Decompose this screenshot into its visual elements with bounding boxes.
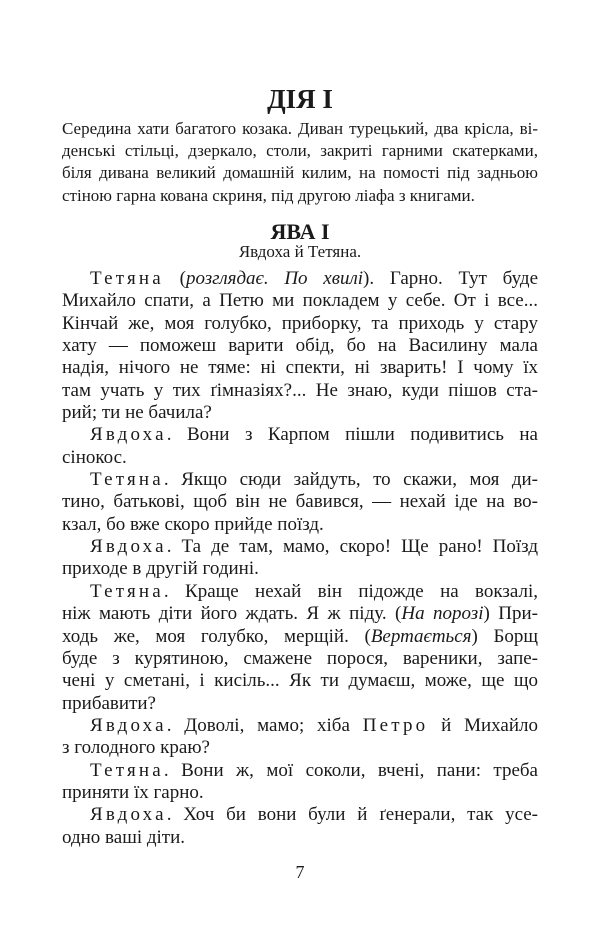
dialogue-text: . Хоч би вони були й ґенерали, так усе- xyxy=(166,804,538,826)
act-title: ДІЯ I xyxy=(267,84,333,114)
dialogue-text: чені у сметані, і кисіль... Як ти думаєш, може, ще що xyxy=(62,670,538,692)
dialogue-line xyxy=(62,648,538,670)
dialogue-line xyxy=(62,782,538,804)
dialogue xyxy=(62,268,538,849)
stage-remark: На порозі xyxy=(401,603,484,625)
dialogue-paragraph xyxy=(62,536,538,581)
dialogue-text: ). Гарно. Тут буде xyxy=(363,268,539,289)
dialogue-paragraph xyxy=(62,268,538,424)
stage-direction-line: стіною гарна кована скриня, під другою ліафа з книгами. xyxy=(62,185,475,205)
dialogue-line xyxy=(62,491,538,513)
speaker-name: Тетяна xyxy=(90,580,164,602)
stage-direction-line: біля дивана великий домашній килим, на помості під задньою xyxy=(62,163,538,183)
stage-remark: Вертається xyxy=(370,625,472,647)
dialogue-line xyxy=(62,715,538,737)
dialogue-line xyxy=(62,335,538,357)
stage-direction xyxy=(62,118,538,207)
speaker-name: Тетяна xyxy=(90,759,164,781)
dialogue-paragraph xyxy=(62,760,538,805)
dialogue-line xyxy=(62,402,538,424)
dialogue-line xyxy=(62,670,538,692)
dialogue-line xyxy=(62,268,538,290)
dialogue-text: хату — поможеш варити обід, бо на Василину мала xyxy=(62,335,538,357)
dialogue-line xyxy=(62,626,538,648)
dialogue-text: Михайло спати, а Петю ми покладем у себе. От і все... xyxy=(62,290,538,312)
dialogue-text: ) При- xyxy=(483,603,538,625)
dialogue-text: одно ваші діти. xyxy=(62,826,186,848)
dialogue-line xyxy=(62,380,538,402)
scene-title: ЯВА I xyxy=(270,219,330,244)
dialogue-text: ( xyxy=(163,268,186,289)
dialogue-line xyxy=(62,581,538,603)
stage-remark: розглядає. По хвилі xyxy=(186,268,364,289)
dialogue-text: тино, батькові, щоб він не бавився, — нехай іде на во- xyxy=(62,491,538,513)
dialogue-line xyxy=(62,693,538,715)
cast-list: Явдоха й Тетяна. xyxy=(238,242,362,261)
dialogue-line xyxy=(62,558,538,580)
dialogue-text: . Вони з Карпом пішли подивитись на xyxy=(166,424,538,446)
dialogue-text: Кінчай же, моя голубко, приборку, та приходь у стару xyxy=(62,312,538,334)
dialogue-text: . Вони ж, мої соколи, вчені, пани: треба xyxy=(163,759,538,781)
dialogue-paragraph xyxy=(62,804,538,849)
dialogue-line xyxy=(62,536,538,558)
speaker-name: Явдоха xyxy=(90,424,167,446)
dialogue-text: . Якщо сюди зайдуть, то скажи, моя ди- xyxy=(163,469,538,491)
dialogue-line xyxy=(62,514,538,536)
speaker-name: Петро xyxy=(362,714,429,736)
stage-direction-line: Середина хати багатого козака. Диван турецький, два крісла, ві- xyxy=(62,119,538,138)
dialogue-text: ходь же, моя голубко, мерщій. ( xyxy=(62,625,371,647)
dialogue-text: кзал, бо вже скоро прийде поїзд. xyxy=(62,513,324,535)
dialogue-text: надія, нічого не тяме: ні спекти, ні зварить! І чому їх xyxy=(62,357,538,379)
dialogue-text: рий; ти не бачила? xyxy=(62,402,212,424)
dialogue-line xyxy=(62,313,538,335)
dialogue-paragraph xyxy=(62,424,538,469)
dialogue-text: там учать у тих ґімназіях?... Не знаю, куди пішов ста- xyxy=(62,379,538,401)
speaker-name: Явдоха xyxy=(90,714,167,736)
dialogue-text: . Та де там, мамо, скоро! Ще рано! Поїзд xyxy=(166,536,538,558)
speaker-name: Явдоха xyxy=(90,536,167,558)
dialogue-text: ніж мають діти його ждать. Я ж піду. ( xyxy=(62,603,402,625)
dialogue-text: ) Борщ xyxy=(471,625,538,647)
dialogue-line xyxy=(62,357,538,379)
dialogue-paragraph xyxy=(62,715,538,760)
dialogue-text: й Михайло xyxy=(428,714,539,736)
dialogue-text: сінокос. xyxy=(62,446,127,468)
dialogue-paragraph xyxy=(62,469,538,536)
dialogue-line xyxy=(62,603,538,625)
dialogue-line xyxy=(62,447,538,469)
dialogue-text: з голодного краю? xyxy=(62,737,210,759)
dialogue-paragraph xyxy=(62,581,538,715)
dialogue-line xyxy=(62,760,538,782)
dialogue-text: буде з курятиною, смажене порося, вареники, запе- xyxy=(62,647,538,669)
dialogue-line xyxy=(62,737,538,759)
dialogue-line xyxy=(62,469,538,491)
speaker-name: Тетяна xyxy=(90,469,164,491)
dialogue-line xyxy=(62,804,538,826)
speaker-name: Явдоха xyxy=(90,804,167,826)
dialogue-line xyxy=(62,290,538,312)
stage-direction-line: денські стільці, дзеркало, столи, закриті гарними скатерками, xyxy=(62,141,538,161)
dialogue-line xyxy=(62,424,538,446)
dialogue-text: . Краще нехай він підожде на вокзалі, xyxy=(163,580,538,602)
speaker-name: Тетяна xyxy=(90,268,164,289)
dialogue-text: прибавити? xyxy=(62,692,156,714)
dialogue-text: приняти їх гарно. xyxy=(62,781,204,803)
dialogue-line xyxy=(62,827,538,849)
dialogue-text: приходе в другій годині. xyxy=(62,558,259,580)
page-number: 7 xyxy=(295,862,305,882)
dialogue-text: . Доволі, мамо; хіба xyxy=(166,714,363,736)
